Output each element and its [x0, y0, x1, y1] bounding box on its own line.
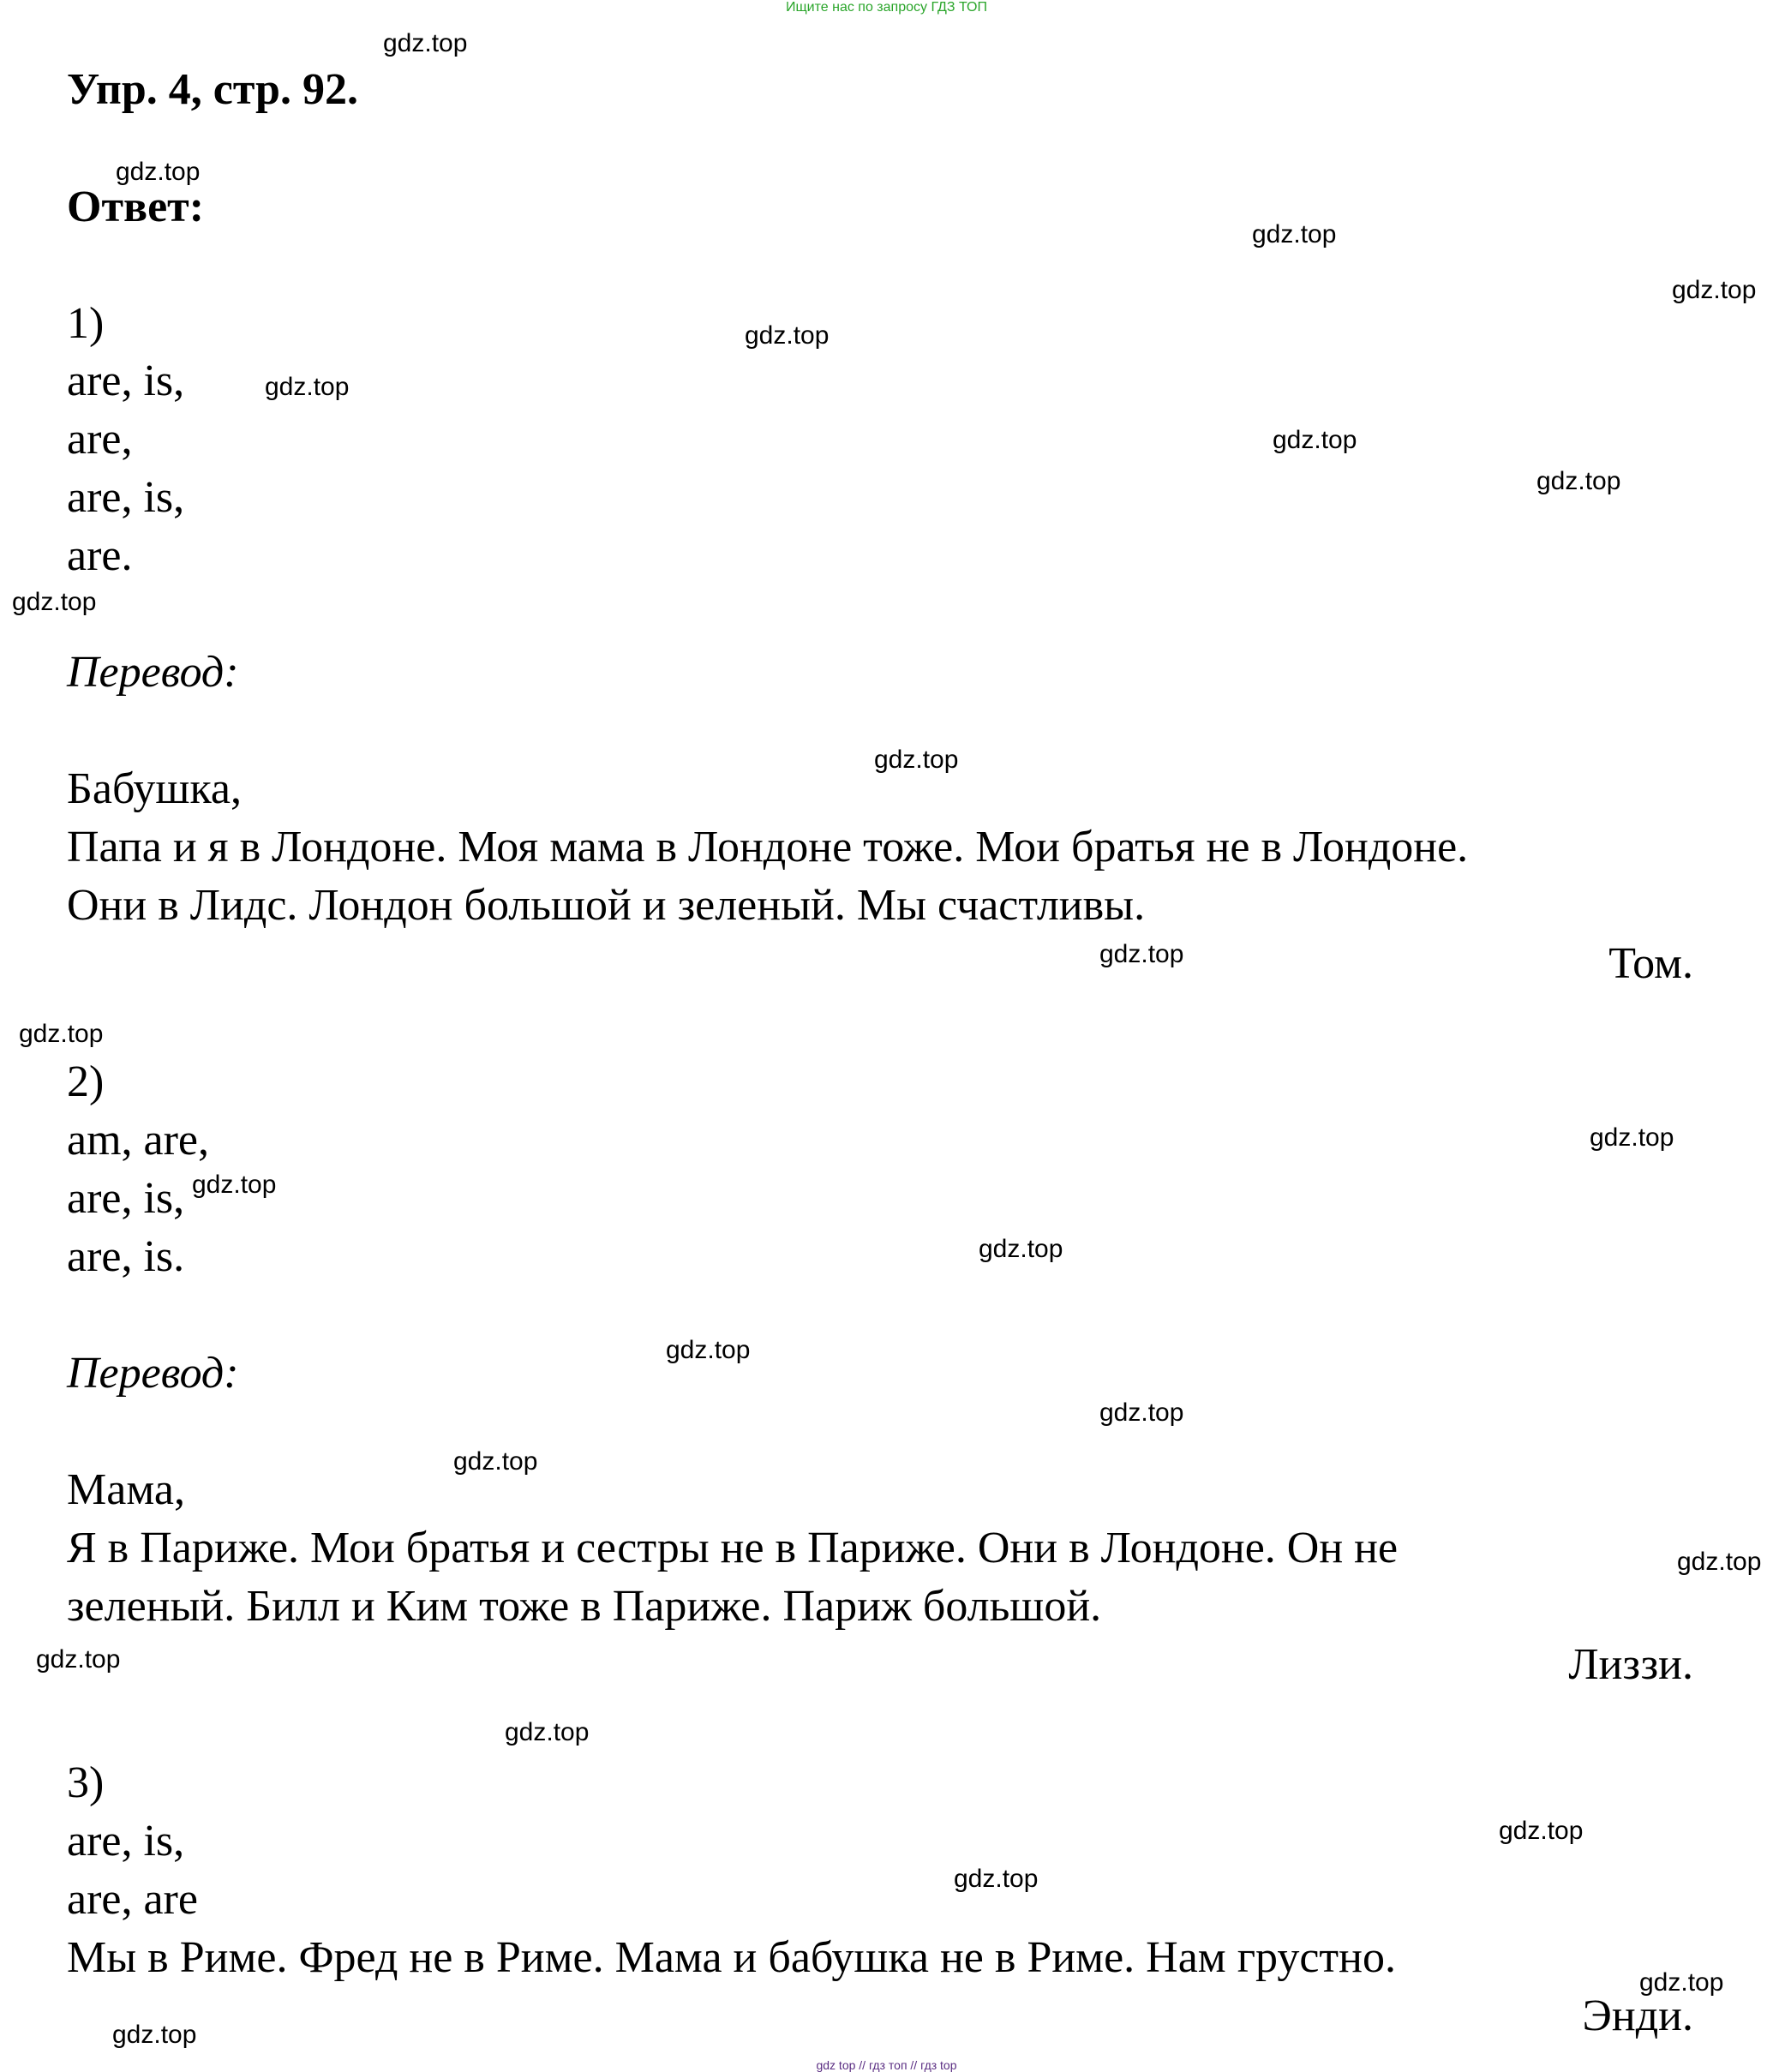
watermark: gdz.top	[874, 746, 959, 774]
watermark: gdz.top	[1639, 1968, 1724, 1997]
watermark: gdz.top	[36, 1645, 121, 1674]
part1-answer-line: are.	[67, 531, 133, 580]
watermark: gdz.top	[192, 1171, 277, 1199]
watermark: gdz.top	[1536, 467, 1621, 495]
watermark: gdz.top	[116, 158, 201, 186]
part3-letter-line: Мы в Риме. Фред не в Риме. Мама и бабушка не в Риме. Нам грустно.	[67, 1933, 1396, 1982]
part2-letter-line: зеленый. Билл и Ким тоже в Париже. Париж большой.	[67, 1582, 1102, 1631]
part1-letter-line: Папа и я в Лондоне. Моя мама в Лондоне тоже. Мои братья не в Лондоне.	[67, 823, 1469, 871]
part2-answer-line: are, is.	[67, 1232, 185, 1281]
part2-number: 2)	[67, 1057, 105, 1106]
watermark: gdz.top	[745, 321, 830, 350]
watermark: gdz.top	[1099, 1398, 1184, 1427]
part1-signature: Том.	[1608, 939, 1693, 988]
answer-heading: Ответ:	[67, 183, 205, 231]
watermark: gdz.top	[1099, 940, 1184, 968]
watermark: gdz.top	[265, 373, 350, 401]
exercise-title: Упр. 4, стр. 92.	[67, 65, 358, 114]
watermark: gdz.top	[453, 1447, 538, 1476]
part2-answer-line: are, is,	[67, 1174, 185, 1223]
watermark: gdz.top	[979, 1235, 1063, 1263]
watermark: gdz.top	[666, 1336, 751, 1364]
part2-signature: Лиззи.	[1568, 1640, 1693, 1689]
part2-letter-line: Я в Париже. Мои братья и сестры не в Париже. Они в Лондоне. Он не	[67, 1524, 1399, 1572]
watermark: gdz.top	[12, 588, 97, 616]
watermark: gdz.top	[505, 1718, 590, 1746]
watermark: gdz.top	[1499, 1817, 1584, 1845]
watermark: gdz.top	[1273, 426, 1357, 454]
part1-answer-line: are, is,	[67, 473, 185, 522]
part1-letter-line: Они в Лидс. Лондон большой и зеленый. Мы счастливы.	[67, 881, 1146, 930]
part1-answer-line: are, is,	[67, 356, 185, 405]
bottom-banner: gdz top // гдз топ // гдз top	[816, 2058, 957, 2072]
watermark: gdz.top	[383, 29, 468, 57]
watermark: gdz.top	[1677, 1548, 1762, 1576]
part3-signature: Энди.	[1582, 1991, 1693, 2040]
part2-translation-label: Перевод:	[67, 1349, 239, 1398]
watermark: gdz.top	[1672, 276, 1757, 304]
part3-number: 3)	[67, 1758, 105, 1807]
part1-translation-label: Перевод:	[67, 648, 239, 697]
part2-answer-line: am, are,	[67, 1116, 210, 1165]
watermark: gdz.top	[1252, 220, 1337, 249]
part3-answer-line: are, are	[67, 1875, 198, 1924]
part1-letter-line: Бабушка,	[67, 764, 243, 813]
part2-letter-line: Мама,	[67, 1465, 185, 1514]
part3-answer-line: are, is,	[67, 1817, 185, 1865]
top-banner: Ищите нас по запросу ГДЗ ТОП	[786, 0, 987, 15]
part1-answer-line: are,	[67, 415, 133, 464]
part1-number: 1)	[67, 299, 105, 348]
watermark: gdz.top	[954, 1865, 1039, 1893]
watermark: gdz.top	[1590, 1123, 1674, 1152]
watermark: gdz.top	[19, 1020, 104, 1048]
watermark: gdz.top	[112, 2021, 197, 2049]
